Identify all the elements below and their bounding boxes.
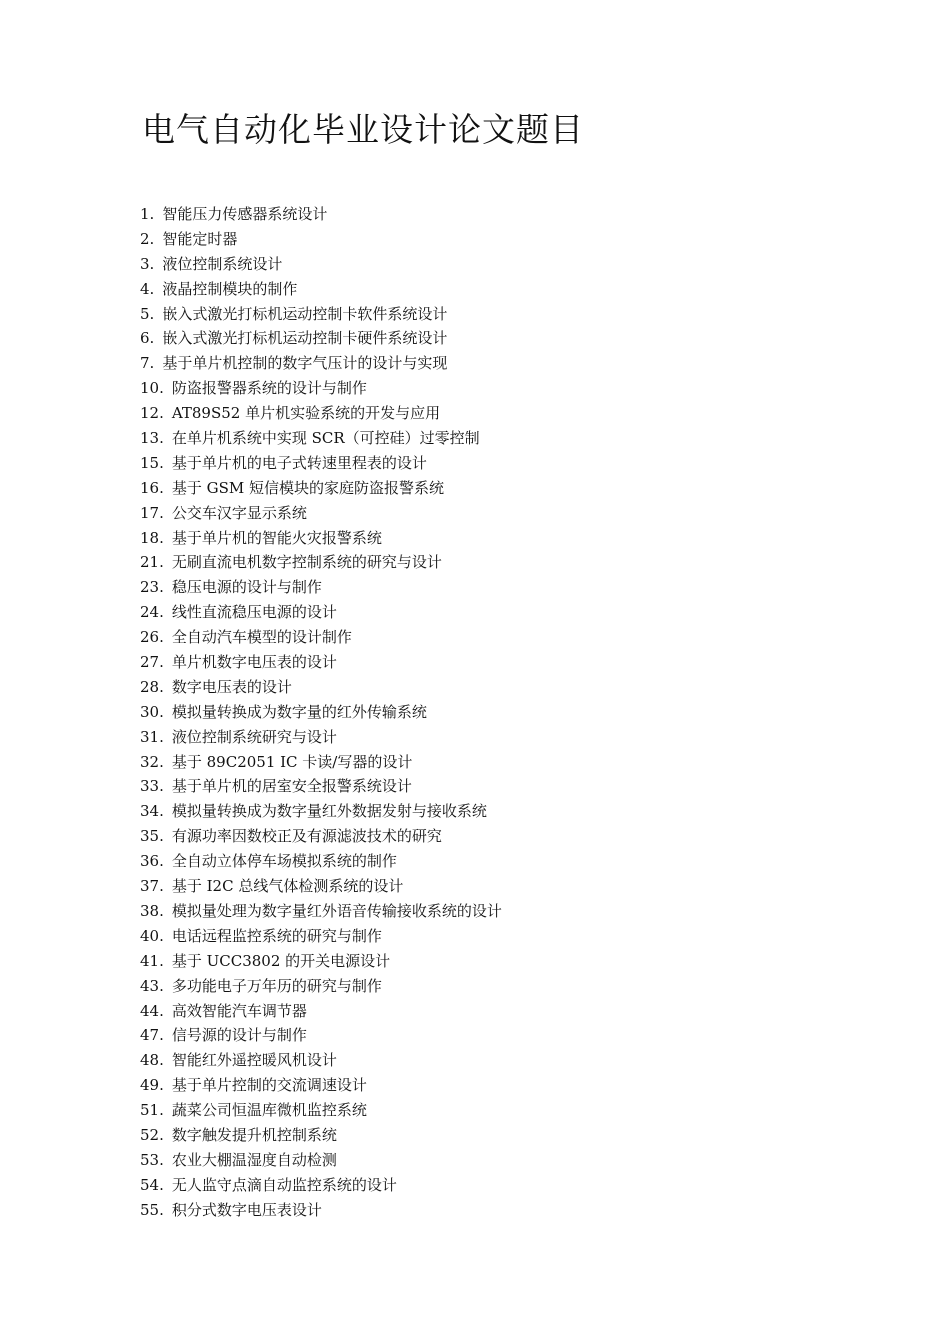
list-item-number: 23. [140,578,164,597]
list-item [140,1073,502,1098]
list-item-number: 40. [140,926,164,945]
list-item [140,799,502,824]
list-item-text: 基于单片控制的交流调速设计 [171,1076,367,1095]
list-item [140,351,502,376]
list-item-text: 液位控制系统研究与设计 [171,727,337,746]
list-item-text: 基于 89C2051 IC 卡读/写器的设计 [171,752,413,771]
document-title: 电气自动化毕业设计论文题目 [142,110,584,149]
list-item-text: 基于单片机控制的数字气压计的设计与实现 [162,354,448,373]
list-item [140,999,502,1024]
list-item-number: 2. [140,229,155,248]
list-item-text: 数字电压表的设计 [171,677,292,696]
list-item-text: 信号源的设计与制作 [171,1026,307,1045]
list-item-number: 31. [140,727,164,746]
list-item [140,1148,502,1173]
list-item-number: 1. [140,205,155,223]
list-item-text: 基于单片机的智能火灾报警系统 [171,528,382,547]
list-item [140,700,502,725]
list-item-number: 5. [140,304,155,323]
list-item-number: 35. [140,827,164,846]
list-item-number: 55. [140,1200,164,1219]
list-item-text: 智能压力传感器系统设计 [162,205,328,223]
list-item-text: 高效智能汽车调节器 [171,1001,307,1020]
list-item-text: 全自动立体停车场模拟系统的制作 [171,852,397,871]
list-item-text: 液晶控制模块的制作 [162,279,298,298]
list-item-text: 稳压电源的设计与制作 [171,578,322,597]
list-item-number: 4. [140,279,155,298]
list-item [140,650,502,675]
list-item [140,302,502,327]
list-item [140,849,502,874]
list-item-text: 无刷直流电机数字控制系统的研究与设计 [171,553,442,572]
list-item-text: 液位控制系统设计 [162,254,283,273]
list-item-text: 基于 I2C 总线气体检测系统的设计 [171,877,404,896]
list-item-text: 模拟量处理为数字量红外语音传输接收系统的设计 [171,901,502,920]
list-item [140,326,502,351]
list-item-number: 18. [140,528,164,547]
list-item [140,1098,502,1123]
list-item-number: 12. [140,404,164,423]
list-item-number: 34. [140,802,164,821]
list-item-number: 43. [140,976,164,995]
list-item [140,824,502,849]
list-item [140,401,502,426]
list-item [140,202,502,227]
list-item-number: 38. [140,901,164,920]
list-item-text: 数字触发提升机控制系统 [171,1125,337,1144]
list-item-number: 17. [140,503,164,522]
list-item-text: 模拟量转换成为数字量红外数据发射与接收系统 [171,802,487,821]
list-item-number: 49. [140,1076,164,1095]
list-item-text: 防盗报警器系统的设计与制作 [171,379,367,398]
list-item [140,277,502,302]
list-item-text: 在单片机系统中实现 SCR（可控硅）过零控制 [171,429,480,448]
list-item-text: 单片机数字电压表的设计 [171,653,337,672]
list-item [140,252,502,277]
list-item-number: 48. [140,1051,164,1070]
list-item-text: 基于 UCC3802 的开关电源设计 [171,951,391,970]
list-item-number: 28. [140,677,164,696]
list-item-text: 有源功率因数校正及有源滤波技术的研究 [171,827,442,846]
list-item [140,1048,502,1073]
list-item [140,774,502,799]
list-item-text: 电话远程监控系统的研究与制作 [171,926,382,945]
list-item-number: 16. [140,478,164,497]
list-item-text: 农业大棚温湿度自动检测 [171,1150,337,1169]
list-item [140,426,502,451]
list-item-number: 37. [140,877,164,896]
list-item-number: 53. [140,1150,164,1169]
list-item [140,1173,502,1198]
list-item [140,625,502,650]
list-item [140,600,502,625]
list-item-number: 33. [140,777,164,796]
list-item [140,974,502,999]
list-item [140,949,502,974]
list-item [140,899,502,924]
list-item-text: AT89S52 单片机实验系统的开发与应用 [171,404,441,423]
list-item-number: 44. [140,1001,164,1020]
list-item-text: 基于单片机的电子式转速里程表的设计 [171,453,427,472]
list-item [140,451,502,476]
list-item-number: 36. [140,852,164,871]
list-item [140,1123,502,1148]
list-item-number: 13. [140,429,164,448]
list-item-number: 41. [140,951,164,970]
list-item-number: 21. [140,553,164,572]
list-item [140,376,502,401]
list-item-text: 基于 GSM 短信模块的家庭防盗报警系统 [171,478,445,497]
list-item-number: 6. [140,329,155,348]
list-item-number: 27. [140,653,164,672]
list-item-text: 无人监守点滴自动监控系统的设计 [171,1175,397,1194]
list-item-number: 7. [140,354,155,373]
list-item [140,501,502,526]
list-item-number: 32. [140,752,164,771]
list-item [140,476,502,501]
list-item [140,750,502,775]
list-item-text: 模拟量转换成为数字量的红外传输系统 [171,702,427,721]
list-item [140,924,502,949]
list-item [140,227,502,252]
list-item-number: 3. [140,254,155,273]
list-item-text: 智能定时器 [162,229,238,248]
list-item-number: 54. [140,1175,164,1194]
list-item-text: 嵌入式激光打标机运动控制卡硬件系统设计 [162,329,448,348]
list-item [140,1198,502,1223]
list-item-text: 多功能电子万年历的研究与制作 [171,976,382,995]
list-item-text: 嵌入式激光打标机运动控制卡软件系统设计 [162,304,448,323]
list-item-text: 公交车汉字显示系统 [171,503,307,522]
list-item [140,575,502,600]
list-item-text: 全自动汽车模型的设计制作 [171,628,352,647]
topic-list [140,202,502,1223]
list-item [140,675,502,700]
list-item-number: 47. [140,1026,164,1045]
list-item-text: 线性直流稳压电源的设计 [171,603,337,622]
list-item-number: 15. [140,453,164,472]
list-item-number: 30. [140,702,164,721]
list-item [140,550,502,575]
list-item-number: 26. [140,628,164,647]
list-item-number: 24. [140,603,164,622]
list-item-text: 蔬菜公司恒温库微机监控系统 [171,1101,367,1120]
list-item-text: 基于单片机的居室安全报警系统设计 [171,777,412,796]
list-item [140,526,502,551]
list-item-text: 智能红外遥控暖风机设计 [171,1051,337,1070]
list-item [140,1023,502,1048]
list-item [140,874,502,899]
list-item-number: 51. [140,1101,164,1120]
list-item-number: 52. [140,1125,164,1144]
list-item-number: 10. [140,379,164,398]
list-item [140,725,502,750]
list-item-text: 积分式数字电压表设计 [171,1200,322,1219]
